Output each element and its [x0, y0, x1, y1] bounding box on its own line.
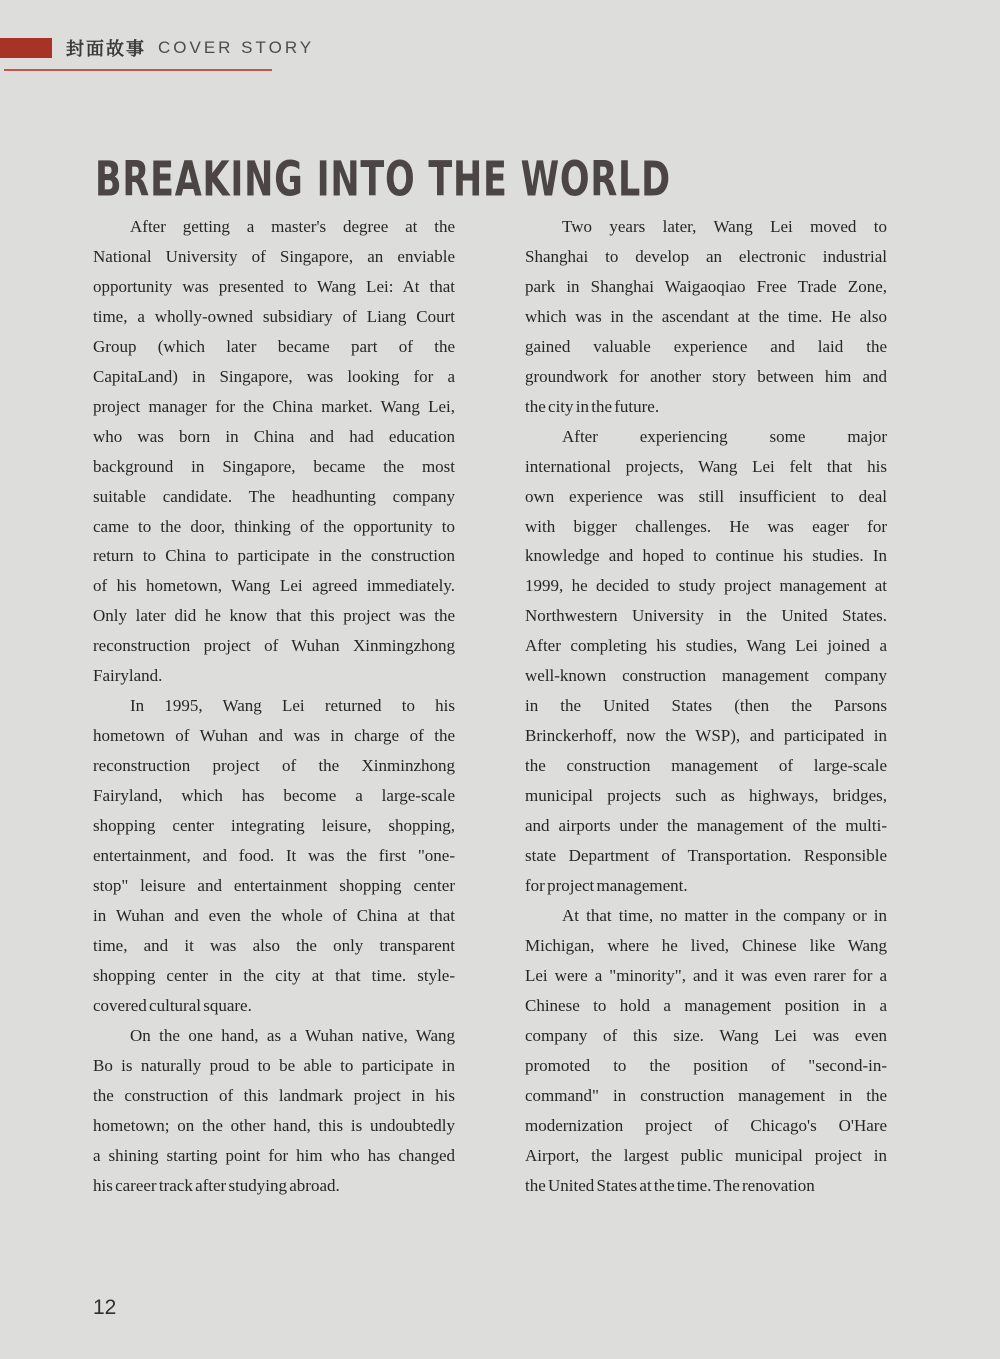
text-line: background in Singapore, became the most: [93, 456, 455, 476]
accent-block-icon: [0, 38, 52, 58]
section-title-chinese: 封面故事: [66, 39, 146, 60]
paragraph: [93, 1021, 455, 1201]
text-line: Brinckerhoff, now the WSP), and participated in: [525, 726, 887, 746]
paragraph: [525, 422, 887, 901]
page-number: 12: [93, 1296, 117, 1319]
text-line: in Wuhan and even the whole of China at that: [93, 905, 455, 925]
text-line: park in Shanghai Waigaoqiao Free Trade Zone,: [525, 276, 887, 296]
text-line: command" in construction management in the: [525, 1085, 887, 1105]
text-line: After completing his studies, Wang Lei joined a: [525, 636, 887, 656]
text-line: At that time, no matter in the company or in: [562, 905, 887, 925]
paragraph: [525, 212, 887, 422]
text-line: who was born in China and had education: [93, 426, 455, 446]
paragraph: [93, 691, 455, 1020]
text-line: After experiencing some major: [562, 426, 887, 446]
text-line: with bigger challenges. He was eager for: [525, 516, 887, 536]
text-line: knowledge and hoped to continue his studies. In: [525, 546, 887, 566]
text-line: in the United States (then the Parsons: [525, 696, 887, 716]
text-line: National University of Singapore, an enviable: [93, 246, 455, 266]
text-line: hometown; on the other hand, this is undoubtedly: [93, 1115, 455, 1135]
text-line: suitable candidate. The headhunting company: [93, 486, 455, 506]
text-line: modernization project of Chicago's O'Hare: [525, 1115, 887, 1135]
text-line: stop" leisure and entertainment shopping center: [93, 875, 455, 895]
text-line: covered cultural square.: [93, 995, 252, 1015]
paragraph: [525, 901, 887, 1201]
text-line: time, and it was also the only transparent: [93, 935, 455, 955]
text-line: entertainment, and food. It was the first "one-: [93, 846, 455, 866]
text-line: After getting a master's degree at the: [130, 217, 455, 236]
text-line: Shanghai to develop an electronic industrial: [525, 246, 887, 266]
text-line: his career track after studying abroad.: [93, 1175, 340, 1195]
text-line: municipal projects such as highways, bridges,: [525, 786, 887, 806]
text-line: international projects, Wang Lei felt that his: [525, 456, 887, 476]
text-line: the construction management of large-scale: [525, 756, 887, 776]
text-line: reconstruction project of Wuhan Xinmingzhong: [93, 636, 455, 656]
text-line: came to the door, thinking of the opportunity to: [93, 516, 455, 536]
text-line: own experience was still insufficient to deal: [525, 486, 887, 506]
text-line: company of this size. Wang Lei was even: [525, 1025, 887, 1045]
text-line: well-known construction management company: [525, 666, 887, 686]
text-line: Fairyland.: [93, 666, 163, 686]
text-line: Chinese to hold a management position in a: [525, 995, 887, 1015]
text-line: a shining starting point for him who has changed: [93, 1145, 455, 1165]
text-line: project manager for the China market. Wang Lei,: [93, 396, 455, 416]
text-line: Michigan, where he lived, Chinese like Wang: [525, 935, 887, 955]
text-line: Lei were a "minority", and it was even rarer for a: [525, 965, 887, 985]
text-line: shopping center in the city at that time. style-: [93, 965, 455, 985]
text-line: for project management.: [525, 875, 688, 895]
text-line: reconstruction project of the Xinminzhong: [93, 756, 455, 776]
text-line: which was in the ascendant at the time. He also: [525, 306, 887, 326]
text-line: state Department of Transportation. Responsible: [525, 846, 887, 866]
text-line: hometown of Wuhan and was in charge of the: [93, 726, 455, 746]
text-line: of his hometown, Wang Lei agreed immediately.: [93, 576, 455, 596]
paragraph: [93, 212, 455, 691]
page-header: [0, 36, 314, 60]
text-line: return to China to participate in the construction: [93, 546, 455, 566]
section-title-english: COVER STORY: [158, 38, 315, 57]
text-line: Bo is naturally proud to be able to participate in: [93, 1055, 455, 1075]
text-line: Only later did he know that this project was the: [93, 606, 455, 626]
text-line: Group (which later became part of the: [93, 336, 455, 356]
text-line: Northwestern University in the United States.: [525, 606, 887, 626]
text-line: opportunity was presented to Wang Lei: At that: [93, 276, 455, 296]
text-line: Fairyland, which has become a large-scale: [93, 786, 455, 806]
header-underline: [4, 69, 272, 71]
text-line: Airport, the largest public municipal project in: [525, 1145, 887, 1165]
text-line: the city in the future.: [525, 396, 660, 416]
text-line: CapitaLand) in Singapore, was looking for a: [93, 366, 455, 386]
text-line: time, a wholly-owned subsidiary of Liang Court: [93, 306, 455, 326]
text-line: shopping center integrating leisure, shopping,: [93, 816, 455, 836]
text-line: the United States at the time. The renovation: [525, 1175, 815, 1195]
text-line: 1999, he decided to study project management at: [525, 576, 887, 596]
right-column: [525, 212, 887, 1200]
text-line: promoted to the position of "second-in-: [525, 1055, 887, 1075]
text-line: and airports under the management of the multi-: [525, 816, 887, 836]
text-line: Two years later, Wang Lei moved to: [562, 217, 887, 236]
text-line: the construction of this landmark project in his: [93, 1085, 455, 1105]
left-column: [93, 212, 455, 1200]
text-line: gained valuable experience and laid the: [525, 336, 887, 356]
article-title: BREAKING INTO THE WORLD: [95, 150, 671, 208]
text-line: In 1995, Wang Lei returned to his: [130, 696, 455, 716]
text-line: On the one hand, as a Wuhan native, Wang: [130, 1025, 455, 1045]
article-body: [93, 212, 887, 1200]
text-line: groundwork for another story between him and: [525, 366, 887, 386]
